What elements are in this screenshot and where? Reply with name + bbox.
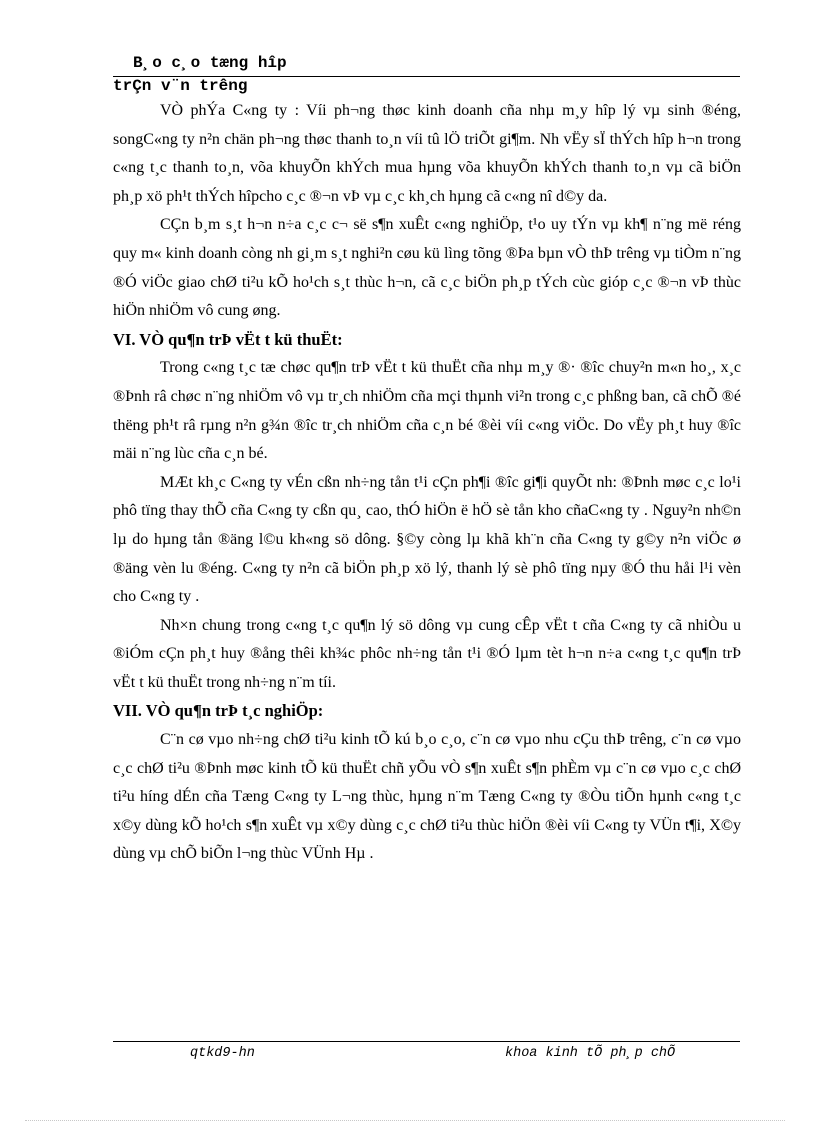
header-author: trÇn v¨n trêng [113,77,248,95]
header-report-title: B¸o c¸o tæng hîp [133,54,287,72]
paragraph: CÇn b¸m s¸t h¬n n÷a c¸c c¬ së s¶n xuÊt c«ng nghiÖp, t¹o uy tÝn vµ kh¶ n¨ng më réng quy m« kinh doanh còng nh gi¸m s¸t nghi²n cøu kü lìng tõng ®Þa bµn vÒ thÞ trêng vµ tiÒm n¨ng ®Ó viÖc giao chØ ti²u kÕ ho¹ch s¸t thùc h¬n, cã c¸c biÖn ph¸p tÝch cùc gióp c¸c ®¬n vÞ thùc hiÖn nhiÖm vô cung øng. [113,216,741,320]
section-heading-vii: VII. VÒ qu¶n trÞ t¸c nghiÖp: [113,701,324,721]
paragraph: VÒ phÝa C«ng ty : Víi ph¬ng thøc kinh doanh cña nhµ m¸y hîp lý vµ sinh ®éng, songC«ng ty n²n chän ph¬ng thøc thanh to¸n víi tû lÖ triÕt gi¶m. Nh vËy sÏ thÝch hîp h¬n trong c«ng t¸c thanh to¸n, võa khuyÕn khÝch mua hµng võa khuyÕn khÝch thanh to¸n vµ cã biÖn ph¸p xö ph¹t thÝch hîpcho c¸c ®¬n vÞ vµ c¸c kh¸ch hµng cã c«ng nî d©y da. [113,102,741,205]
document-body [113,97,741,869]
footer-left-text: qtkd9-hn [190,1046,255,1061]
header-rule [113,76,740,77]
paragraph: Nh×n chung trong c«ng t¸c qu¶n lý sö dông vµ cung cÊp vËt t cña C«ng ty cã nhiÒu u ®iÓm cÇn ph¸t huy ®ång thêi kh¾c phôc nh÷ng tån t¹i ®Ó lµm tèt h¬n n÷a c«ng t¸c qu¶n trÞ vËt t kü thuËt trong nh÷ng n¨m tíi. [113,616,741,691]
paragraph: C¨n cø vµo nh÷ng chØ ti²u kinh tÕ kú b¸o c¸o, c¨n cø vµo nhu cÇu thÞ trêng, c¨n cø vµo c¸c chØ ti²u ®Þnh møc kinh tÕ kü thuËt chñ yÕu vÒ s¶n xuÊt s¶n phÈm vµ c¨n cø vµo c¸c chØ ti²u híng dÉn cña Tæng C«ng ty L¬ng thùc, hµng n¨m Tæng C«ng ty ®Òu tiÕn hµnh c«ng t¸c x©y dùng kÕ ho¹ch s¶n xuÊt vµ x©y dùng c¸c chØ ti²u thùc hiÖn ®èi víi C«ng ty VÜn t¶i, X©y dùng vµ chÕ biÕn l¬ng thùc VÜnh Hµ . [113,731,741,863]
page-bottom-dotted-line [25,1120,785,1121]
footer-right-text: khoa kinh tÕ ph¸p chÕ [505,1046,676,1061]
section-heading-vi: VI. VÒ qu¶n trÞ vËt t kü thuËt: [113,329,343,349]
paragraph: Trong c«ng t¸c tæ chøc qu¶n trÞ vËt t kü thuËt cña nhµ m¸y ®· ®îc chuy²n m«n ho¸, x¸c ®Þnh râ chøc n¨ng nhiÖm vô vµ tr¸ch nhiÖm cña mçi thµnh vi²n trong c¸c phßng ban, cã chÕ ®é thëng ph¹t râ rµng n²n g¾n ®îc tr¸ch nhiÖm cña c¸n bé ®èi víi c«ng viÖc. Do vËy ph¸t huy ®îc mäi n¨ng lùc cña c¸n bé. [113,359,741,463]
paragraph: MÆt kh¸c C«ng ty vÉn cßn nh÷ng tån t¹i cÇn ph¶i ®îc gi¶i quyÕt nh: ®Þnh møc c¸c lo¹i phô tïng thay thÕ cña C«ng ty cßn qu¸ cao, thÓ hiÖn ë hÖ sè tån kho cñaC«ng ty . Nguy²n nh©n lµ do hµng tån ®äng l©u kh«ng sö dông. §©y còng lµ khã kh¨n cña C«ng ty g©y n²n viÖc ø ®äng vèn lu ®éng. C«ng ty n²n cã biÖn ph¸p xö lý, thanh lý sè phô tïng nµy ®Ó thu håi l¹i vèn cho C«ng ty . [113,473,741,606]
footer-rule [113,1041,740,1042]
